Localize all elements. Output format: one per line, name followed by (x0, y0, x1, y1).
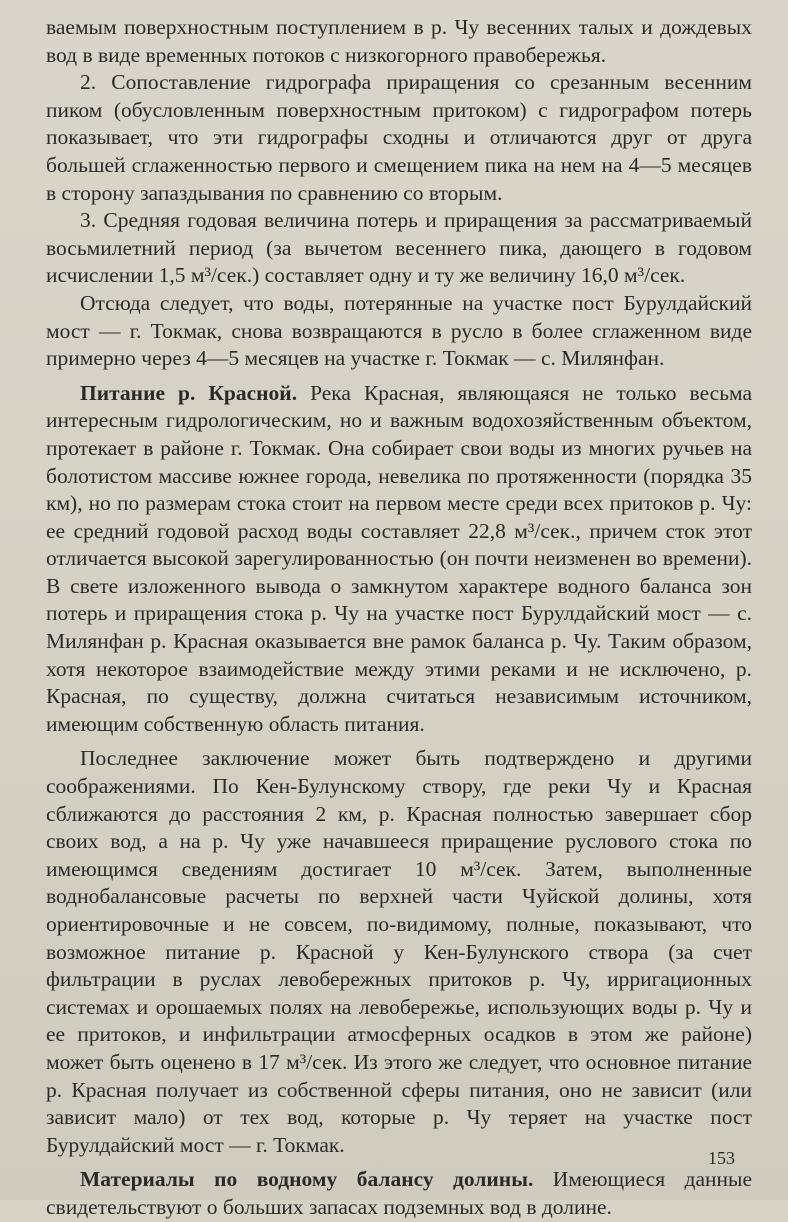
paragraph-point-2 (46, 69, 752, 207)
page-number: 153 (708, 1148, 735, 1168)
paragraph-conclusion (46, 290, 752, 373)
paragraph-ken-bulun (46, 745, 752, 1159)
paragraph-text: Последнее заключение может быть подтверждено и другими соображениями. По Кен-Булунскому створу, где реки Чу и Красная сближаются до расстояния 2 км, р. Красная полностью завершает сбор своих вод, а на р. Чу уже начавшееся приращение руслового стока по имеющимся сведениям достигает 10 м³/сек. Затем, выполненные воднобалансовые расчеты по верхней части Чуйской долины, хотя ориентировочные и не совсем, по-видимому, полные, показывают, что возможное питание р. Красной у Кен-Булунского створа (за счет фильтрации в руслах левобережных притоков р. Чу, ирригационных системах и орошаемых полях на левобережье, использующих воды р. Чу и ее притоков, и инфильтрации атмосферных осадков в этом же районе) может быть оценено в 17 м³/сек. Из этого же следует, что основное питание р. Красная получает из собственной сферы питания, оно не зависит (или зависит мало) от тех вод, которые р. Чу теряет на участке пост Бурулдайский мост — г. Токмак. (46, 746, 752, 1157)
section-krasnaya (46, 380, 752, 739)
paragraph-text: 3. Средняя годовая величина потерь и приращения за рассматриваемый восьмилетний период (за вычетом весеннего пика, дающего в годовом исчислении 1,5 м³/сек.) составляет одну и ту же величину 16,0 м³/сек. (46, 208, 752, 288)
section-heading: Питание р. Красной. (80, 380, 298, 405)
paragraph-text: Река Красная, являющаяся не только весьма интересным гидрологическим, но и важным водохозяйственным объектом, протекает в районе г. Токмак. Она собирает свои воды из многих ручьев на болотистом массиве южнее города, невелика по протяженности (порядка 35 км), но по размерам стока стоит на первом месте среди всех притоков р. Чу: ее средний годовой расход воды составляет 22,8 м³/сек., причем сток этот отличается высокой зарегулированностью (он почти неизменен во времени). В свете изложенного вывода о замкнутом характере водного баланса зон потерь и приращения стока р. Чу на участке пост Бурулдайский мост — с. Милянфан р. Красная оказывается вне рамок баланса р. Чу. Таким образом, хотя некоторое взаимодействие между этими реками и не исключено, р. Красная, по существу, должна считаться независимым источником, имеющим собственную область питания. (46, 380, 752, 736)
paragraph-continuation (46, 14, 752, 69)
paragraph-text: ваемым поверхностным поступлением в р. Чу весенних талых и дождевых вод в виде временных потоков с низкогорного правобережья. (46, 15, 752, 67)
paragraph-text: Имеющиеся данные свидетельствуют о больших запасах подземных вод в долине. (46, 1167, 752, 1219)
paragraph-text: Отсюда следует, что воды, потерянные на участке пост Бурулдайский мост — г. Токмак, снова возвращаются в русло в более сглаженном виде примерно через 4—5 месяцев на участке г. Токмак — с. Милянфан. (46, 290, 752, 371)
section-water-balance (46, 1166, 752, 1221)
paragraph-text: 2. Сопоставление гидрографа приращения со срезанным весенним пиком (обусловленным поверхностным притоком) с гидрографом потерь показывает, что эти гидрографы сходны и отличаются друг от друга большей сглаженностью первого и смещением пика на нем на 4—5 месяцев в сторону запаздывания по сравнению со вторым. (46, 70, 752, 205)
page-body (46, 14, 752, 1222)
section-heading: Материалы по водному балансу долины. (80, 1167, 534, 1192)
paragraph-point-3 (46, 207, 752, 290)
